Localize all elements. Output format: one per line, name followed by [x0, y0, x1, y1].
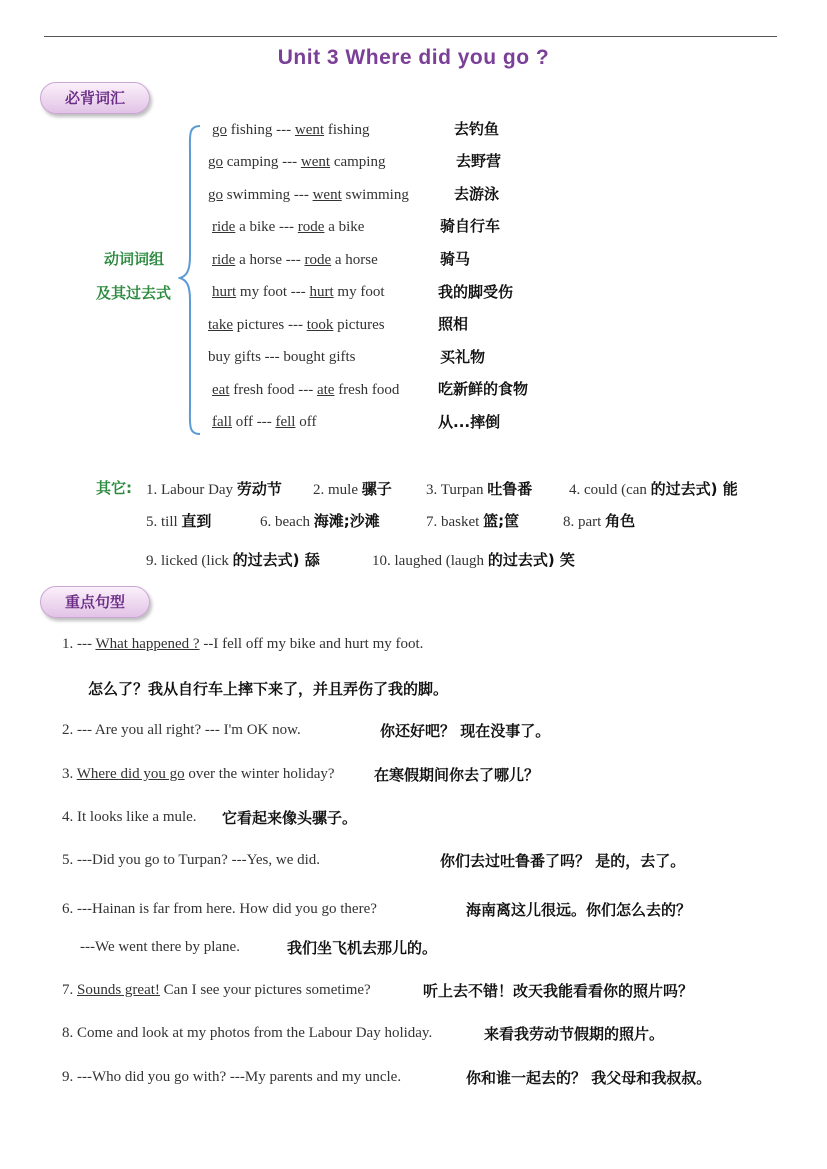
- sentence-8-cn: 来看我劳动节假期的照片。: [484, 1025, 665, 1043]
- other-item: 9. licked (lick 的过去式) 舔: [146, 551, 320, 569]
- other-item: 6. beach 海滩;沙滩: [260, 512, 380, 530]
- sentence-7-cn: 听上去不错！改天我能看看你的照片吗？: [423, 982, 694, 1000]
- phrase-row: hurt my foot --- hurt my foot: [212, 284, 385, 300]
- other-item: 4. could (can 的过去式) 能: [569, 480, 738, 498]
- phrase-row: eat fresh food --- ate fresh food: [212, 382, 400, 398]
- phrase-cn: 骑马: [440, 250, 471, 268]
- phrase-row: ride a bike --- rode a bike: [212, 219, 365, 235]
- sentence-4: 4. It looks like a mule.: [62, 809, 197, 825]
- phrase-cn: 去游泳: [454, 185, 500, 203]
- sentence-3-cn: 在寒假期间你去了哪儿？: [374, 766, 540, 784]
- sentence-4-cn: 它看起来像头骡子。: [222, 809, 358, 827]
- sentence-9-cn: 你和谁一起去的？ 我父母和我叔叔。: [466, 1069, 712, 1087]
- sentence-3: 3. Where did you go over the winter holiday?: [62, 766, 335, 782]
- other-item: 7. basket 篮;筐: [426, 512, 520, 530]
- sentence-6b-cn: 我们坐飞机去那儿的。: [287, 939, 438, 957]
- phrase-cn: 照相: [438, 315, 469, 333]
- sentence-5-cn: 你们去过吐鲁番了吗？ 是的，去了。: [440, 852, 686, 870]
- sentence-6b: ---We went there by plane.: [80, 939, 240, 955]
- curly-brace: [178, 124, 202, 436]
- sentence-2: 2. --- Are you all right? --- I'm OK now.: [62, 722, 301, 738]
- sentence-8: 8. Come and look at my photos from the Labour Day holiday.: [62, 1025, 433, 1041]
- phrase-row: go camping --- went camping: [208, 154, 386, 170]
- phrase-row: fall off --- fell off: [212, 414, 317, 430]
- sentence-5: 5. ---Did you go to Turpan? ---Yes, we did.: [62, 852, 321, 868]
- other-item: 10. laughed (laugh 的过去式) 笑: [372, 551, 575, 569]
- sentence-1: 1. --- What happened ? --I fell off my bike and hurt my foot.: [62, 636, 424, 652]
- vocab-section-label: 必背词汇: [40, 82, 150, 114]
- sentence-6-cn: 海南离这儿很远。你们怎么去的？: [466, 901, 692, 919]
- phrase-row: go swimming --- went swimming: [208, 187, 409, 203]
- other-item: 5. till 直到: [146, 512, 212, 530]
- phrase-cn: 去野营: [456, 152, 502, 170]
- group-label-2: 及其过去式: [96, 284, 172, 302]
- phrase-row: ride a horse --- rode a horse: [212, 252, 378, 268]
- phrase-cn: 从...摔倒: [438, 413, 501, 431]
- phrase-cn: 我的脚受伤: [438, 283, 514, 301]
- phrase-row: go fishing --- went fishing: [212, 122, 370, 138]
- header-rule: [44, 36, 777, 37]
- group-label-1: 动词词组: [104, 250, 165, 268]
- sentence-7: 7. Sounds great! Can I see your pictures sometime?: [62, 982, 371, 998]
- page-title: Unit 3 Where did you go ?: [277, 46, 550, 69]
- other-item: 3. Turpan 吐鲁番: [426, 480, 533, 498]
- phrase-row: buy gifts --- bought gifts: [208, 349, 356, 365]
- phrase-row: take pictures --- took pictures: [208, 317, 385, 333]
- other-item: 8. part 角色: [563, 512, 636, 530]
- phrase-cn: 吃新鲜的食物: [438, 380, 529, 398]
- phrase-cn: 买礼物: [440, 348, 486, 366]
- sentence-1-cn: 怎么了？我从自行车上摔下来了，并且弄伤了我的脚。: [88, 680, 449, 698]
- other-item: 2. mule 骡子: [313, 480, 392, 498]
- phrase-cn: 骑自行车: [440, 217, 501, 235]
- phrase-cn: 去钓鱼: [454, 120, 500, 138]
- other-item: 1. Labour Day 劳动节: [146, 480, 282, 498]
- others-label: 其它:: [96, 479, 132, 497]
- sentence-2-cn: 你还好吧？ 现在没事了。: [380, 722, 551, 740]
- sentence-9: 9. ---Who did you go with? ---My parents and my uncle.: [62, 1069, 402, 1085]
- sentence-6: 6. ---Hainan is far from here. How did you go there?: [62, 901, 377, 917]
- sentences-section-label: 重点句型: [40, 586, 150, 618]
